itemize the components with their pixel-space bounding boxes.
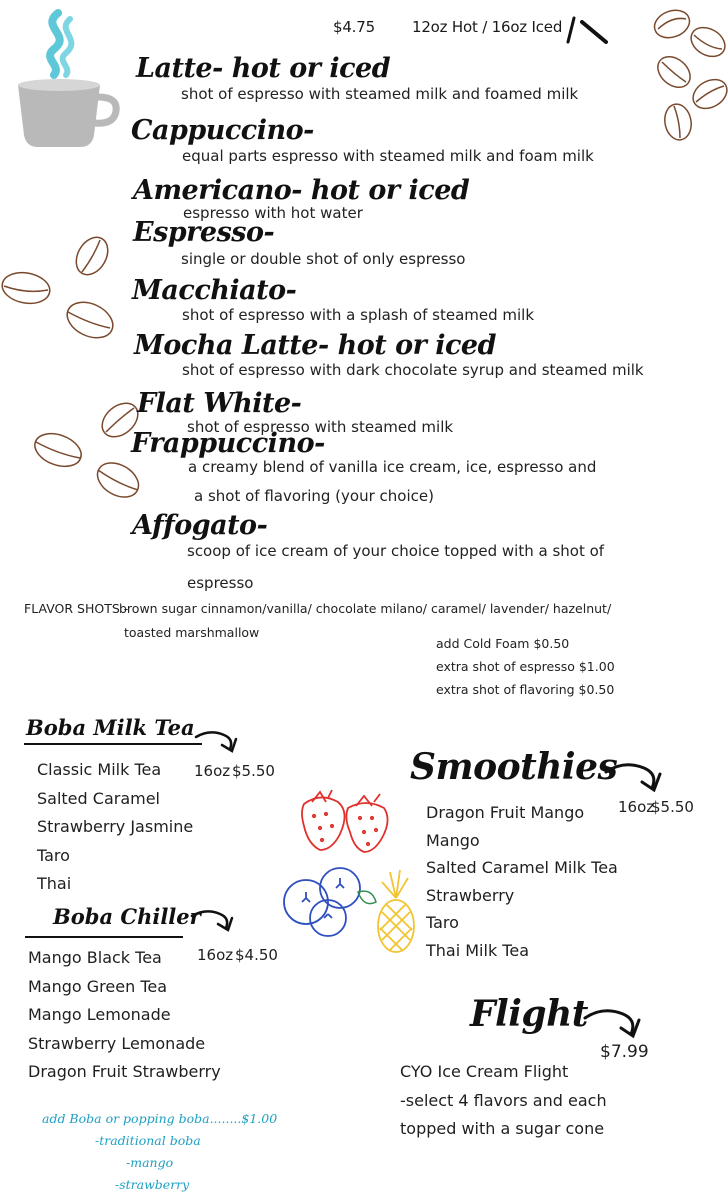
coffee-desc-macchiato: shot of espresso with a splash of steamed milk <box>182 306 535 324</box>
boba-addon-traditional: -traditional boba <box>95 1133 201 1148</box>
list-item: Mango <box>426 830 480 850</box>
coffee-name-cappuccino: Cappuccino- <box>131 115 314 146</box>
curly-arrow-icon <box>194 727 240 753</box>
list-item: Salted Caramel Milk Tea <box>426 858 618 877</box>
coffee-desc-affogato-2: espresso <box>187 574 254 592</box>
boba-chiller-price: $4.50 <box>235 946 278 964</box>
addon-extra-espresso: extra shot of espresso $1.00 <box>436 659 615 674</box>
list-item: Salted Caramel <box>37 788 160 808</box>
header-strokes <box>562 12 612 48</box>
list-item: Taro <box>426 913 459 932</box>
boba-milk-tea-underline <box>24 741 204 747</box>
boba-chiller-list <box>28 944 221 1087</box>
coffee-desc-latte: shot of espresso with steamed milk and foamed milk <box>181 85 579 103</box>
coffee-desc-cappuccino: equal parts espresso with steamed milk and foam milk <box>182 147 594 165</box>
boba-milk-tea-list <box>37 756 193 899</box>
boba-milk-tea-size: 16oz <box>194 762 231 780</box>
coffee-beans-top-right <box>650 2 728 152</box>
coffee-cup-icon <box>10 5 120 150</box>
coffee-name-frappuccino: Frappuccino- <box>131 428 325 459</box>
smoothies-list <box>426 799 618 964</box>
strawberry-icon <box>298 786 398 858</box>
coffee-name-macchiato: Macchiato- <box>132 275 297 306</box>
coffee-desc-flat-white: shot of espresso with steamed milk <box>187 418 454 436</box>
flight-line: topped with a sugar cone <box>400 1119 605 1138</box>
boba-addon-mango: -mango <box>126 1155 174 1170</box>
boba-addon-strawberry: -strawberry <box>115 1177 190 1192</box>
smoothies-size: 16oz <box>618 798 655 816</box>
list-item: Dragon Fruit Mango <box>426 803 585 822</box>
coffee-beans-left <box>0 228 160 508</box>
boba-addon-line: add Boba or popping boba........$1.00 <box>42 1111 278 1126</box>
list-item: Strawberry <box>426 885 515 905</box>
coffee-name-espresso: Espresso- <box>133 217 275 248</box>
flight-price: $7.99 <box>600 1042 649 1062</box>
list-item: Classic Milk Tea <box>37 760 162 779</box>
smoothies-price: $5.50 <box>651 798 694 816</box>
list-item: Mango Black Tea <box>28 948 162 967</box>
boba-chiller-size: 16oz <box>197 946 234 964</box>
coffee-name-mocha: Mocha Latte- hot or iced <box>134 330 496 361</box>
addon-extra-flavoring: extra shot of flavoring $0.50 <box>436 682 615 697</box>
flavor-shots-label: FLAVOR SHOTS - <box>24 601 129 616</box>
flight-title: Flight <box>470 993 588 1035</box>
coffee-price: $4.75 <box>333 18 375 36</box>
list-item: Mango Green Tea <box>28 976 168 996</box>
flight-details <box>400 1058 607 1144</box>
list-item: Dragon Fruit Strawberry <box>28 1062 221 1081</box>
list-item: Strawberry Jasmine <box>37 817 194 836</box>
blueberry-icon <box>280 858 380 938</box>
coffee-name-flat-white: Flat White- <box>137 388 302 419</box>
coffee-name-affogato: Affogato- <box>132 510 268 541</box>
coffee-desc-mocha: shot of espresso with dark chocolate syrup and steamed milk <box>182 361 644 379</box>
boba-milk-tea-title: Boba Milk Tea <box>26 715 195 740</box>
boba-chiller-underline <box>25 934 185 940</box>
list-item: Strawberry Lemonade <box>28 1033 206 1053</box>
flavor-shots-line-1: brown sugar cinnamon/vanilla/ chocolate milano/ caramel/ lavender/ hazelnut/ <box>119 601 612 616</box>
boba-chiller-title: Boba Chiller <box>53 904 201 929</box>
coffee-desc-espresso: single or double shot of only espresso <box>181 250 466 268</box>
flight-line: CYO Ice Cream Flight <box>400 1062 569 1081</box>
coffee-name-latte: Latte- hot or iced <box>136 53 391 84</box>
coffee-sizes: 12oz Hot / 16oz Iced <box>412 18 563 36</box>
list-item: Thai Milk Tea <box>426 940 529 960</box>
list-item: Taro <box>37 845 70 865</box>
curly-arrow-icon <box>583 1004 643 1038</box>
coffee-desc-frappuccino-2: a shot of flavoring (your choice) <box>194 487 434 505</box>
coffee-name-americano: Americano- hot or iced <box>133 175 470 206</box>
list-item: Thai <box>37 874 72 893</box>
list-item: Mango Lemonade <box>28 1005 171 1024</box>
pineapple-icon <box>372 868 420 954</box>
coffee-desc-affogato-1: scoop of ice cream of your choice topped with a shot of <box>187 542 605 560</box>
coffee-desc-americano: espresso with hot water <box>183 204 363 222</box>
curly-arrow-icon <box>190 906 236 932</box>
boba-milk-tea-price: $5.50 <box>232 762 275 780</box>
flavor-shots-line-2: toasted marshmallow <box>124 625 260 640</box>
smoothies-title: Smoothies <box>410 746 618 788</box>
coffee-desc-frappuccino-1: a creamy blend of vanilla ice cream, ice, espresso and <box>188 458 597 476</box>
curly-arrow-icon <box>604 758 664 792</box>
addon-cold-foam: add Cold Foam $0.50 <box>436 636 570 651</box>
flight-line: -select 4 flavors and each <box>400 1090 607 1110</box>
